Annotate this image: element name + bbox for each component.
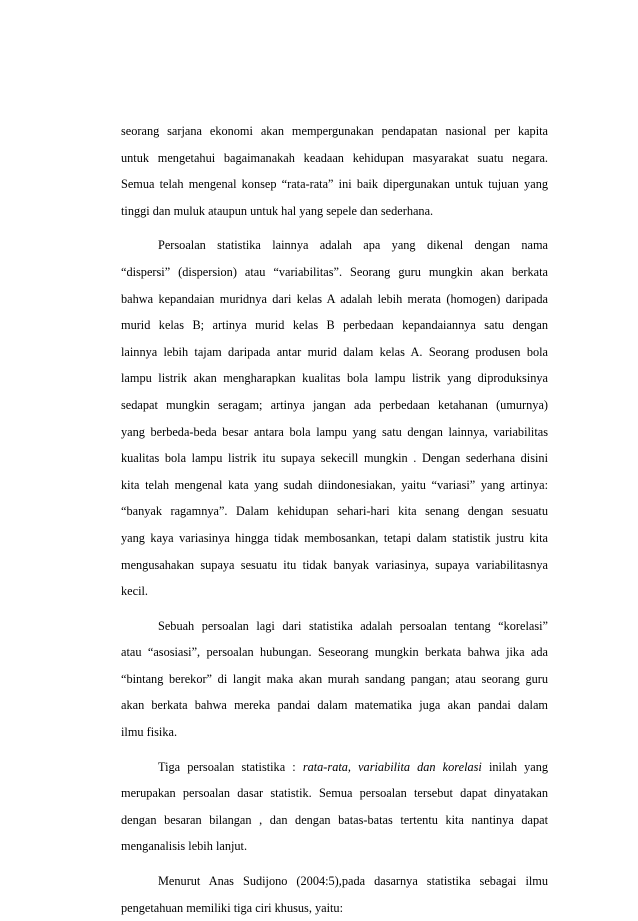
text-line: kita telah mengenal kata yang sudah diindonesiakan, yaitu “variasi” yang artinya: <box>121 477 548 492</box>
text-line: Semua telah mengenal konsep “rata-rata” ini baik dipergunakan untuk tujuan yang <box>121 177 548 192</box>
paragraph-3 <box>121 613 548 746</box>
paragraph-2 <box>121 232 548 604</box>
text-line: atau “asosiasi”, persoalan hubungan. Seseorang mungkin berkata bahwa jika ada <box>121 645 548 660</box>
text-line: kualitas bola lampu listrik itu supaya sekecill mungkin . Dengan sederhana disini <box>121 451 548 466</box>
document-page <box>121 118 548 921</box>
text-line: sedapat mungkin seragam; artinya jangan ada perbedaan ketahanan (umurnya) <box>121 397 548 412</box>
text-line: kecil. <box>121 584 148 599</box>
text-line: yang kaya variasinya hingga tidak membosankan, tetapi dalam statistik justru kita <box>121 530 548 545</box>
text-line: murid kelas B; artinya murid kelas B perbedaan kepandaiannya satu dengan <box>121 318 548 333</box>
text-line: lampu listrik akan mengharapkan kualitas bola lampu listrik yang diproduksinya <box>121 371 548 386</box>
text-line: akan berkata bahwa mereka pandai dalam matematika juga akan pandai dalam <box>121 698 548 713</box>
text-line: tinggi dan muluk ataupun untuk hal yang sepele dan sederhana. <box>121 203 434 218</box>
text-line: Sebuah persoalan lagi dari statistika adalah persoalan tentang “korelasi” <box>158 618 548 633</box>
text-line: merupakan persoalan dasar statistik. Semua persoalan tersebut dapat dinyatakan <box>121 786 548 801</box>
paragraph-gap <box>121 605 548 613</box>
paragraph-gap <box>121 746 548 754</box>
paragraph-4 <box>121 754 548 860</box>
paragraph-1 <box>121 118 548 224</box>
text-line: Persoalan statistika lainnya adalah apa yang dikenal dengan nama <box>158 238 548 253</box>
italic-term-list: rata-rata, variabilita dan korelasi <box>302 759 482 774</box>
text-line: “dispersi” (dispersion) atau “variabilitas”. Seorang guru mungkin akan berkata <box>121 264 548 279</box>
paragraph-5 <box>121 868 548 921</box>
text-line: bahwa kepandaian muridnya dari kelas A adalah lebih merata (homogen) daripada <box>121 291 548 306</box>
text-line: ilmu fisika. <box>121 725 178 740</box>
text-line: “banyak ragamnya”. Dalam kehidupan sehari-hari kita senang dengan sesuatu <box>121 504 548 519</box>
paragraph-gap <box>121 860 548 868</box>
text-line: Menurut Anas Sudijono (2004:5),pada dasarnya statistika sebagai ilmu <box>158 874 548 889</box>
text-line: lainnya lebih tajam daripada antar murid dalam kelas A. Seorang produsen bola <box>121 344 548 359</box>
text-line: pengetahuan memiliki tiga ciri khusus, yaitu: <box>121 900 343 915</box>
paragraph-gap <box>121 224 548 232</box>
text-run: inilah yang <box>481 759 548 774</box>
text-run: Tiga persoalan statistika : <box>158 759 303 774</box>
text-line <box>121 754 548 781</box>
text-line: menganalisis lebih lanjut. <box>121 839 248 854</box>
text-line: dengan besaran bilangan , dan dengan batas-batas tertentu kita nantinya dapat <box>121 812 548 827</box>
text-line: seorang sarjana ekonomi akan mempergunakan pendapatan nasional per kapita <box>121 124 548 138</box>
text-line: untuk mengetahui bagaimanakah keadaan kehidupan masyarakat suatu negara. <box>121 150 548 165</box>
text-line: mengusahakan supaya sesuatu itu tidak banyak variasinya, supaya variabilitasnya <box>121 557 548 572</box>
text-line: yang berbeda-beda besar antara bola lampu yang satu dengan lainnya, variabilitas <box>121 424 548 439</box>
text-line: “bintang berekor” di langit maka akan murah sandang pangan; atau seorang guru <box>121 671 548 686</box>
